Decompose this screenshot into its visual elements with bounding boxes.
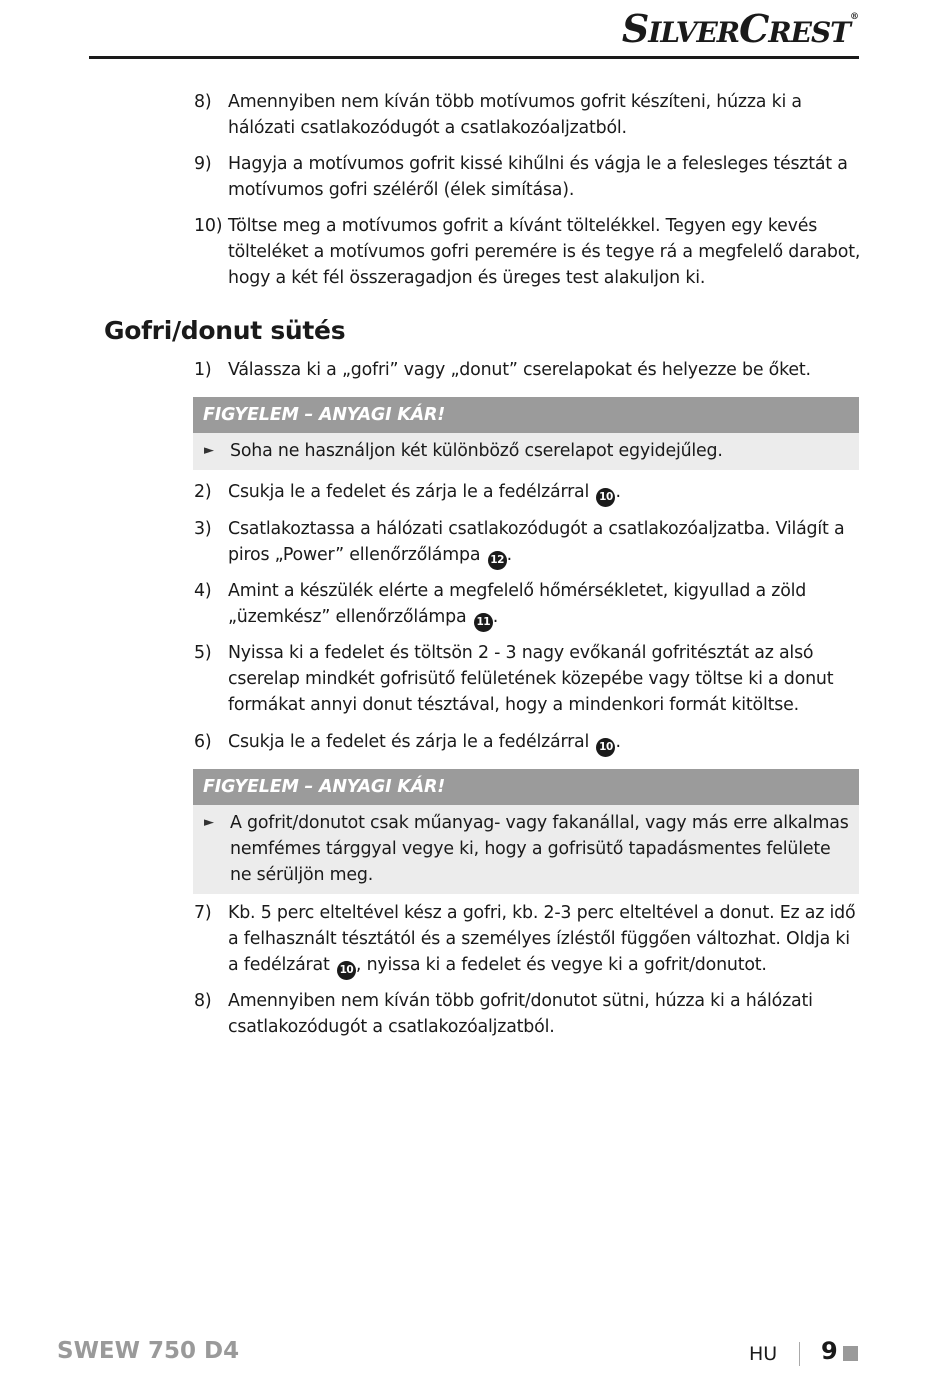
- model-number: SWEW 750 D4: [57, 1338, 240, 1364]
- step-10-motif: 10) Töltse meg a motívumos gofrit a kívánt töltelékkel. Tegyen egy kevés tölteléket a motívumos gofri peremére is és tegye rá a megfelelő darabot, hogy a két fél összeragadjon és üreges test alakuljon ki.: [194, 216, 861, 288]
- step-5: 5) Nyissa ki a fedelet és töltsön 2 - 3 nagy evőkanál gofritésztát az alsó cserelap mindkét gofrisütő felületének közepébe vagy töltse ki a donut formákat annyi donut tésztával, hogy a mindenkori formát kitöltse.: [194, 643, 834, 715]
- square-marker-icon: [843, 1346, 858, 1361]
- warning-title: FIGYELEM – ANYAGI KÁR!: [193, 769, 859, 805]
- step-8-motif: 8) Amennyiben nem kíván több motívumos gofrit készíteni, húzza ki a hálózati csatlakozódugót a csatlakozóaljzatból.: [194, 92, 802, 138]
- warning-body: ► A gofrit/donutot csak műanyag- vagy fakanállal, vagy más erre alkalmas nemfémes tárggyal vegye ki, hogy a gofrisütő tapadásmentes felülete ne sérüljön meg.: [193, 805, 859, 894]
- reference-number-icon: 10: [596, 488, 615, 507]
- warning-notice: [193, 397, 859, 470]
- step-7: 7) Kb. 5 perc elteltével kész a gofri, kb. 2-3 perc elteltével a donut. Ez az idő a felhasznált tésztától és a személyes ízléstől függően változhat. Oldja ki a fedélzárat 10 , nyissa ki a fedelet és vegye ki a gofrit/donutot.: [194, 900, 862, 980]
- step-2: 2) Csukja le a fedelet és zárja le a fedélzárral 10 .: [194, 479, 862, 507]
- warning-title: FIGYELEM – ANYAGI KÁR!: [193, 397, 859, 433]
- step-3: 3) Csatlakoztassa a hálózati csatlakozódugót a csatlakozóaljzatba. Világít a piros „Power” ellenőrzőlámpa 12 .: [194, 516, 862, 570]
- warning-notice: [193, 769, 859, 894]
- language-code: HU: [749, 1343, 778, 1365]
- step-6: 6) Csukja le a fedelet és zárja le a fedélzárral 10 .: [194, 729, 862, 757]
- reference-number-icon: 10: [337, 961, 356, 980]
- bullet-arrow-icon: ►: [204, 815, 214, 830]
- header-rule: [89, 56, 859, 59]
- reference-number-icon: 12: [488, 551, 507, 570]
- reference-number-icon: 10: [596, 738, 615, 757]
- step-9-motif: 9) Hagyja a motívumos gofrit kissé kihűlni és vágja le a felesleges tésztát a motívumos gofri széléről (élek simítása).: [194, 154, 848, 200]
- step-4: 4) Amint a készülék elérte a megfelelő hőmérsékletet, kigyullad a zöld „üzemkész” ellenőrzőlámpa 11 .: [194, 578, 862, 632]
- bullet-arrow-icon: ►: [204, 443, 214, 458]
- step-1: 1) Válassza ki a „gofri” vagy „donut” cserelapokat és helyezze be őket.: [194, 360, 811, 380]
- warning-body: ► Soha ne használjon két különböző cserelapot egyidejűleg.: [193, 433, 859, 470]
- step-8: 8) Amennyiben nem kíván több gofrit/donutot sütni, húzza ki a hálózati csatlakozódugót a csatlakozóaljzatból.: [194, 991, 813, 1037]
- brand-logo: SILVERCREST®: [621, 6, 858, 51]
- page-number: 9: [821, 1337, 838, 1365]
- reference-number-icon: 11: [474, 613, 493, 632]
- section-heading: Gofri/donut sütés: [104, 316, 346, 345]
- footer-divider: [799, 1342, 800, 1366]
